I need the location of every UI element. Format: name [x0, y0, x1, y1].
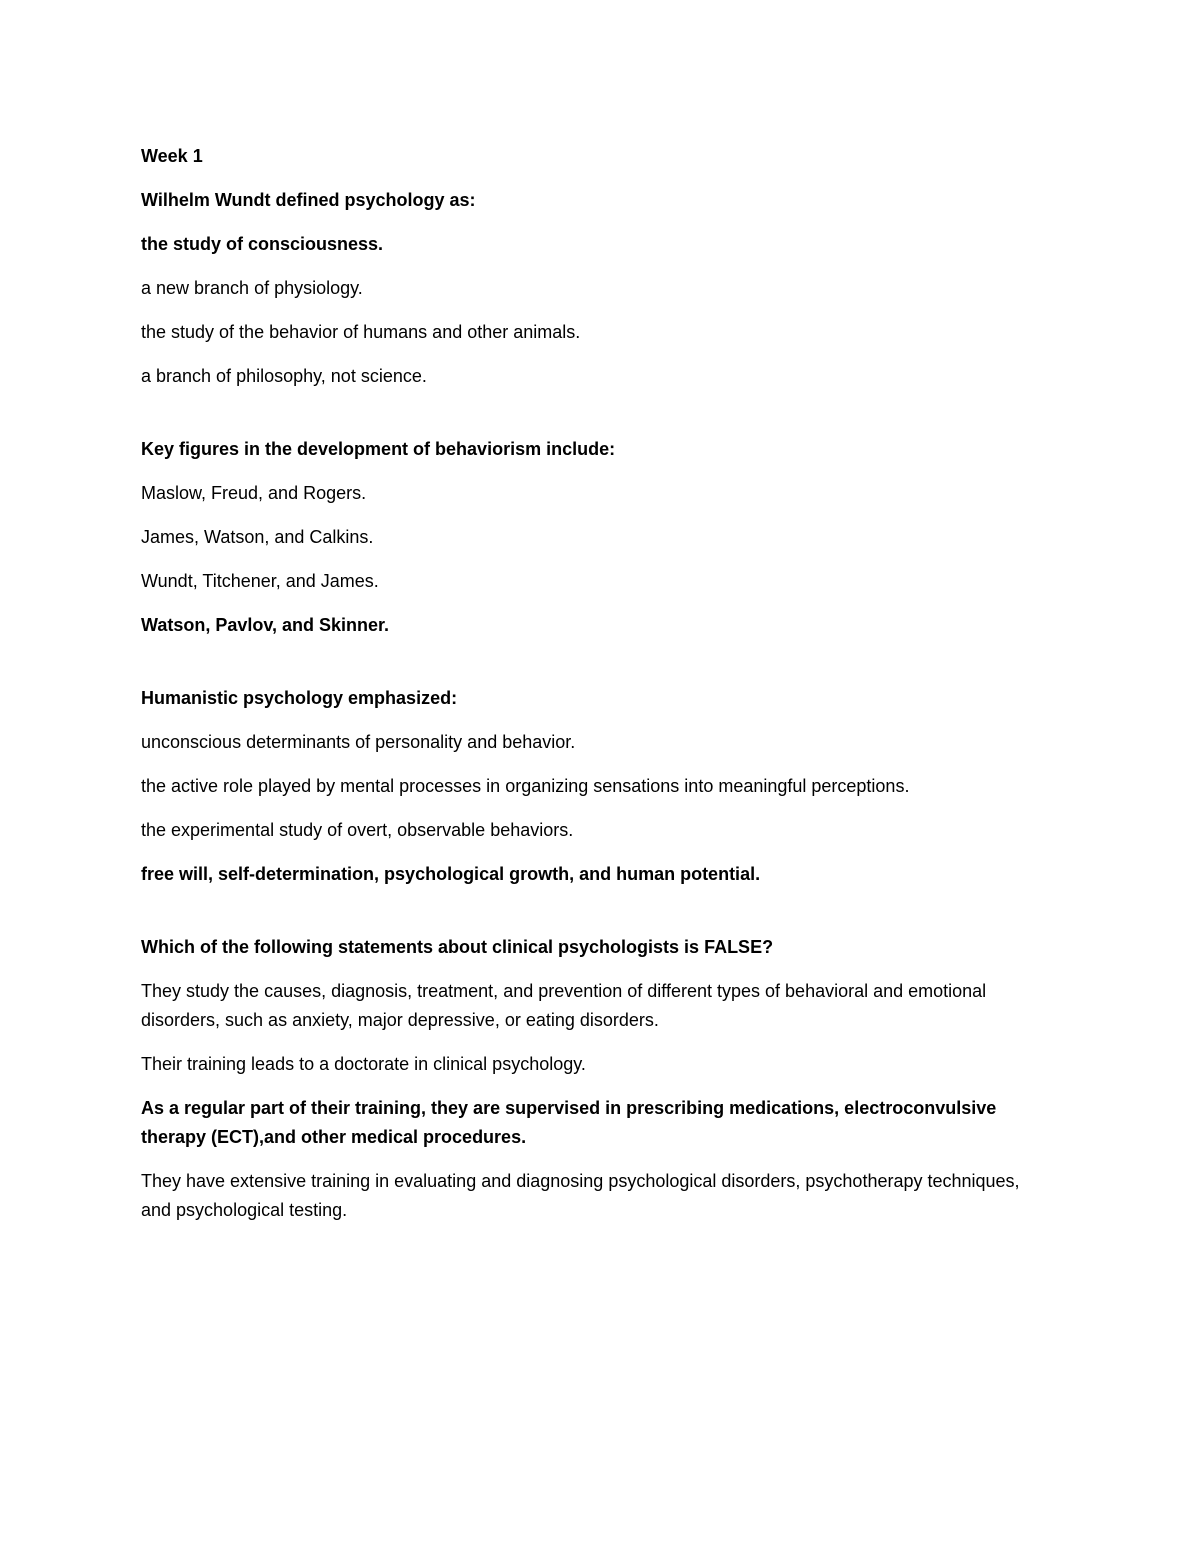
question-block-3 [141, 684, 1051, 889]
answer-option-correct: Watson, Pavlov, and Skinner. [141, 615, 390, 635]
question-prompt: Which of the following statements about clinical psychologists is FALSE? [141, 937, 774, 957]
answer-option: They study the causes, diagnosis, treatment, and prevention of different types of behavioral and emotional disorders, such as anxiety, major depressive, or eating disorders. [141, 981, 987, 1030]
answer-option: a branch of philosophy, not science. [141, 366, 427, 386]
answer-option: Their training leads to a doctorate in clinical psychology. [141, 1054, 586, 1074]
answer-option: They have extensive training in evaluating and diagnosing psychological disorders, psychotherapy techniques, and psychological testing. [141, 1171, 1020, 1220]
answer-option: the study of the behavior of humans and other animals. [141, 322, 581, 342]
week-heading: Week 1 [141, 146, 203, 166]
answer-option: Wundt, Titchener, and James. [141, 571, 379, 591]
question-block-1 [141, 186, 1051, 391]
question-block-2 [141, 435, 1051, 640]
paragraph-gap [141, 406, 1051, 435]
paragraph-gap [141, 904, 1051, 933]
answer-option-correct: free will, self-determination, psychological growth, and human potential. [141, 864, 761, 884]
answer-option: a new branch of physiology. [141, 278, 363, 298]
document-content [141, 142, 1051, 1240]
answer-option: Maslow, Freud, and Rogers. [141, 483, 367, 503]
question-prompt: Wilhelm Wundt defined psychology as: [141, 190, 476, 210]
answer-option: the active role played by mental processes in organizing sensations into meaningful perceptions. [141, 776, 910, 796]
question-block-4 [141, 933, 1051, 1225]
answer-option: unconscious determinants of personality and behavior. [141, 732, 576, 752]
answer-option: the experimental study of overt, observable behaviors. [141, 820, 574, 840]
paragraph-gap [141, 655, 1051, 684]
answer-option-correct: As a regular part of their training, they are supervised in prescribing medications, electroconvulsive therapy (ECT),and other medical procedures. [141, 1098, 997, 1147]
question-prompt: Humanistic psychology emphasized: [141, 688, 458, 708]
question-prompt: Key figures in the development of behaviorism include: [141, 439, 616, 459]
answer-option-correct: the study of consciousness. [141, 234, 384, 254]
answer-option: James, Watson, and Calkins. [141, 527, 374, 547]
